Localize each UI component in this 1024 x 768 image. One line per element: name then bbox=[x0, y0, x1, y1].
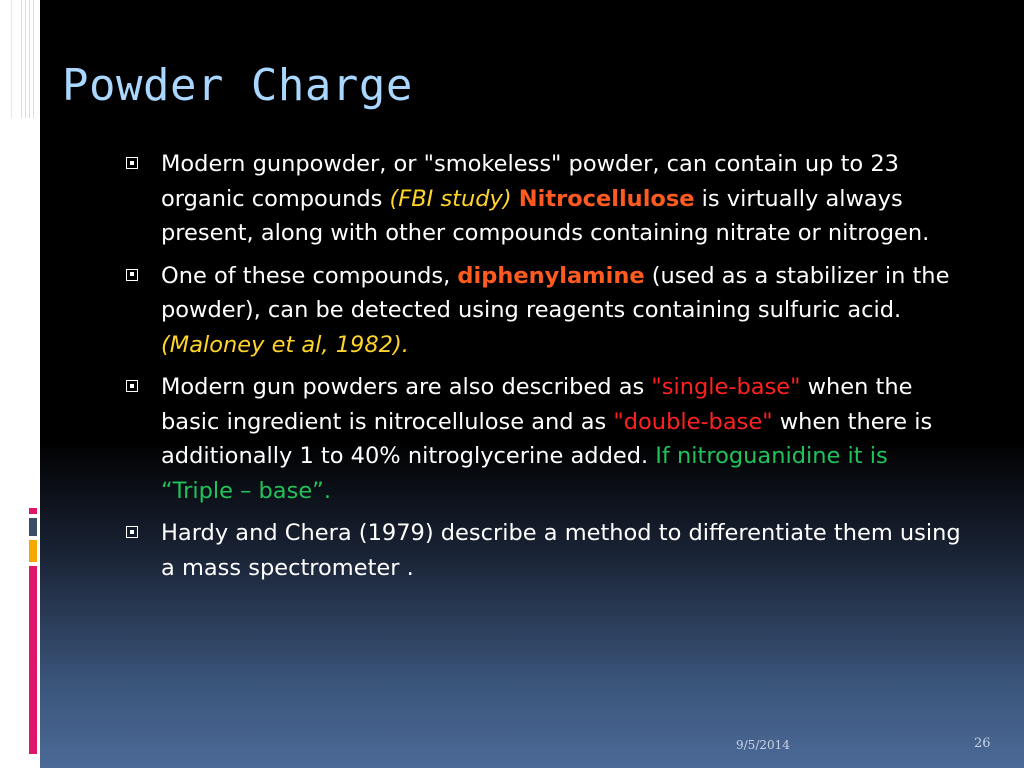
text-run: is virtually always present, along with other compounds containing nitrate or nitrogen. bbox=[161, 185, 930, 246]
text-run: Modern gunpowder, or "smokeless" powder, can contain up to 23 organic compounds bbox=[161, 151, 899, 212]
bullet-text bbox=[161, 370, 961, 508]
footer-page-number: 26 bbox=[974, 736, 991, 751]
text-run: One of these compounds, bbox=[161, 262, 458, 289]
text-run bbox=[512, 186, 519, 212]
deco-pink-bar-top bbox=[29, 508, 37, 514]
highlight-term: Nitrocellulose bbox=[518, 185, 695, 212]
square-bullet-icon bbox=[126, 157, 138, 169]
deco-orange-bar bbox=[29, 540, 37, 562]
citation-text: (Maloney et al, 1982). bbox=[161, 331, 409, 358]
quoted-term: "double-base" bbox=[613, 408, 773, 435]
bullet-item bbox=[120, 370, 980, 508]
quoted-term: "single-base" bbox=[651, 374, 801, 400]
bullet-list bbox=[120, 147, 980, 593]
text-run: Hardy and Chera (1979) describe a method to differentiate them using a mass spectrometer . bbox=[161, 520, 961, 581]
deco-pink-bar-long bbox=[29, 566, 37, 754]
square-bullet-icon bbox=[126, 526, 138, 538]
text-run: Modern gun powders are also described as bbox=[161, 374, 652, 400]
slide-title: Powder Charge bbox=[62, 60, 413, 111]
bullet-item bbox=[120, 147, 980, 251]
text-run: when there is additionally 1 to 40% nitroglycerine added. bbox=[161, 408, 933, 469]
deco-gray-square bbox=[29, 518, 37, 536]
bullet-item bbox=[120, 516, 980, 585]
footer-date: 9/5/2014 bbox=[736, 738, 790, 752]
text-run: when the basic ingredient is nitrocellulose and as bbox=[161, 374, 913, 435]
citation-text: (FBI study) bbox=[389, 185, 512, 212]
text-run: (used as a stabilizer in the powder), can be detected using reagents containing sulfuric acid. bbox=[161, 262, 950, 323]
bullet-text bbox=[161, 147, 961, 251]
deco-lines-top bbox=[18, 0, 36, 118]
bullet-item bbox=[120, 259, 980, 363]
bullet-text bbox=[161, 516, 961, 585]
bullet-text bbox=[161, 259, 961, 363]
square-bullet-icon bbox=[126, 380, 138, 392]
highlight-term: diphenylamine bbox=[457, 262, 645, 289]
deco-bar-top bbox=[8, 0, 12, 118]
green-note: If nitroguanidine it is “Triple – base”. bbox=[161, 443, 888, 504]
square-bullet-icon bbox=[126, 269, 138, 281]
